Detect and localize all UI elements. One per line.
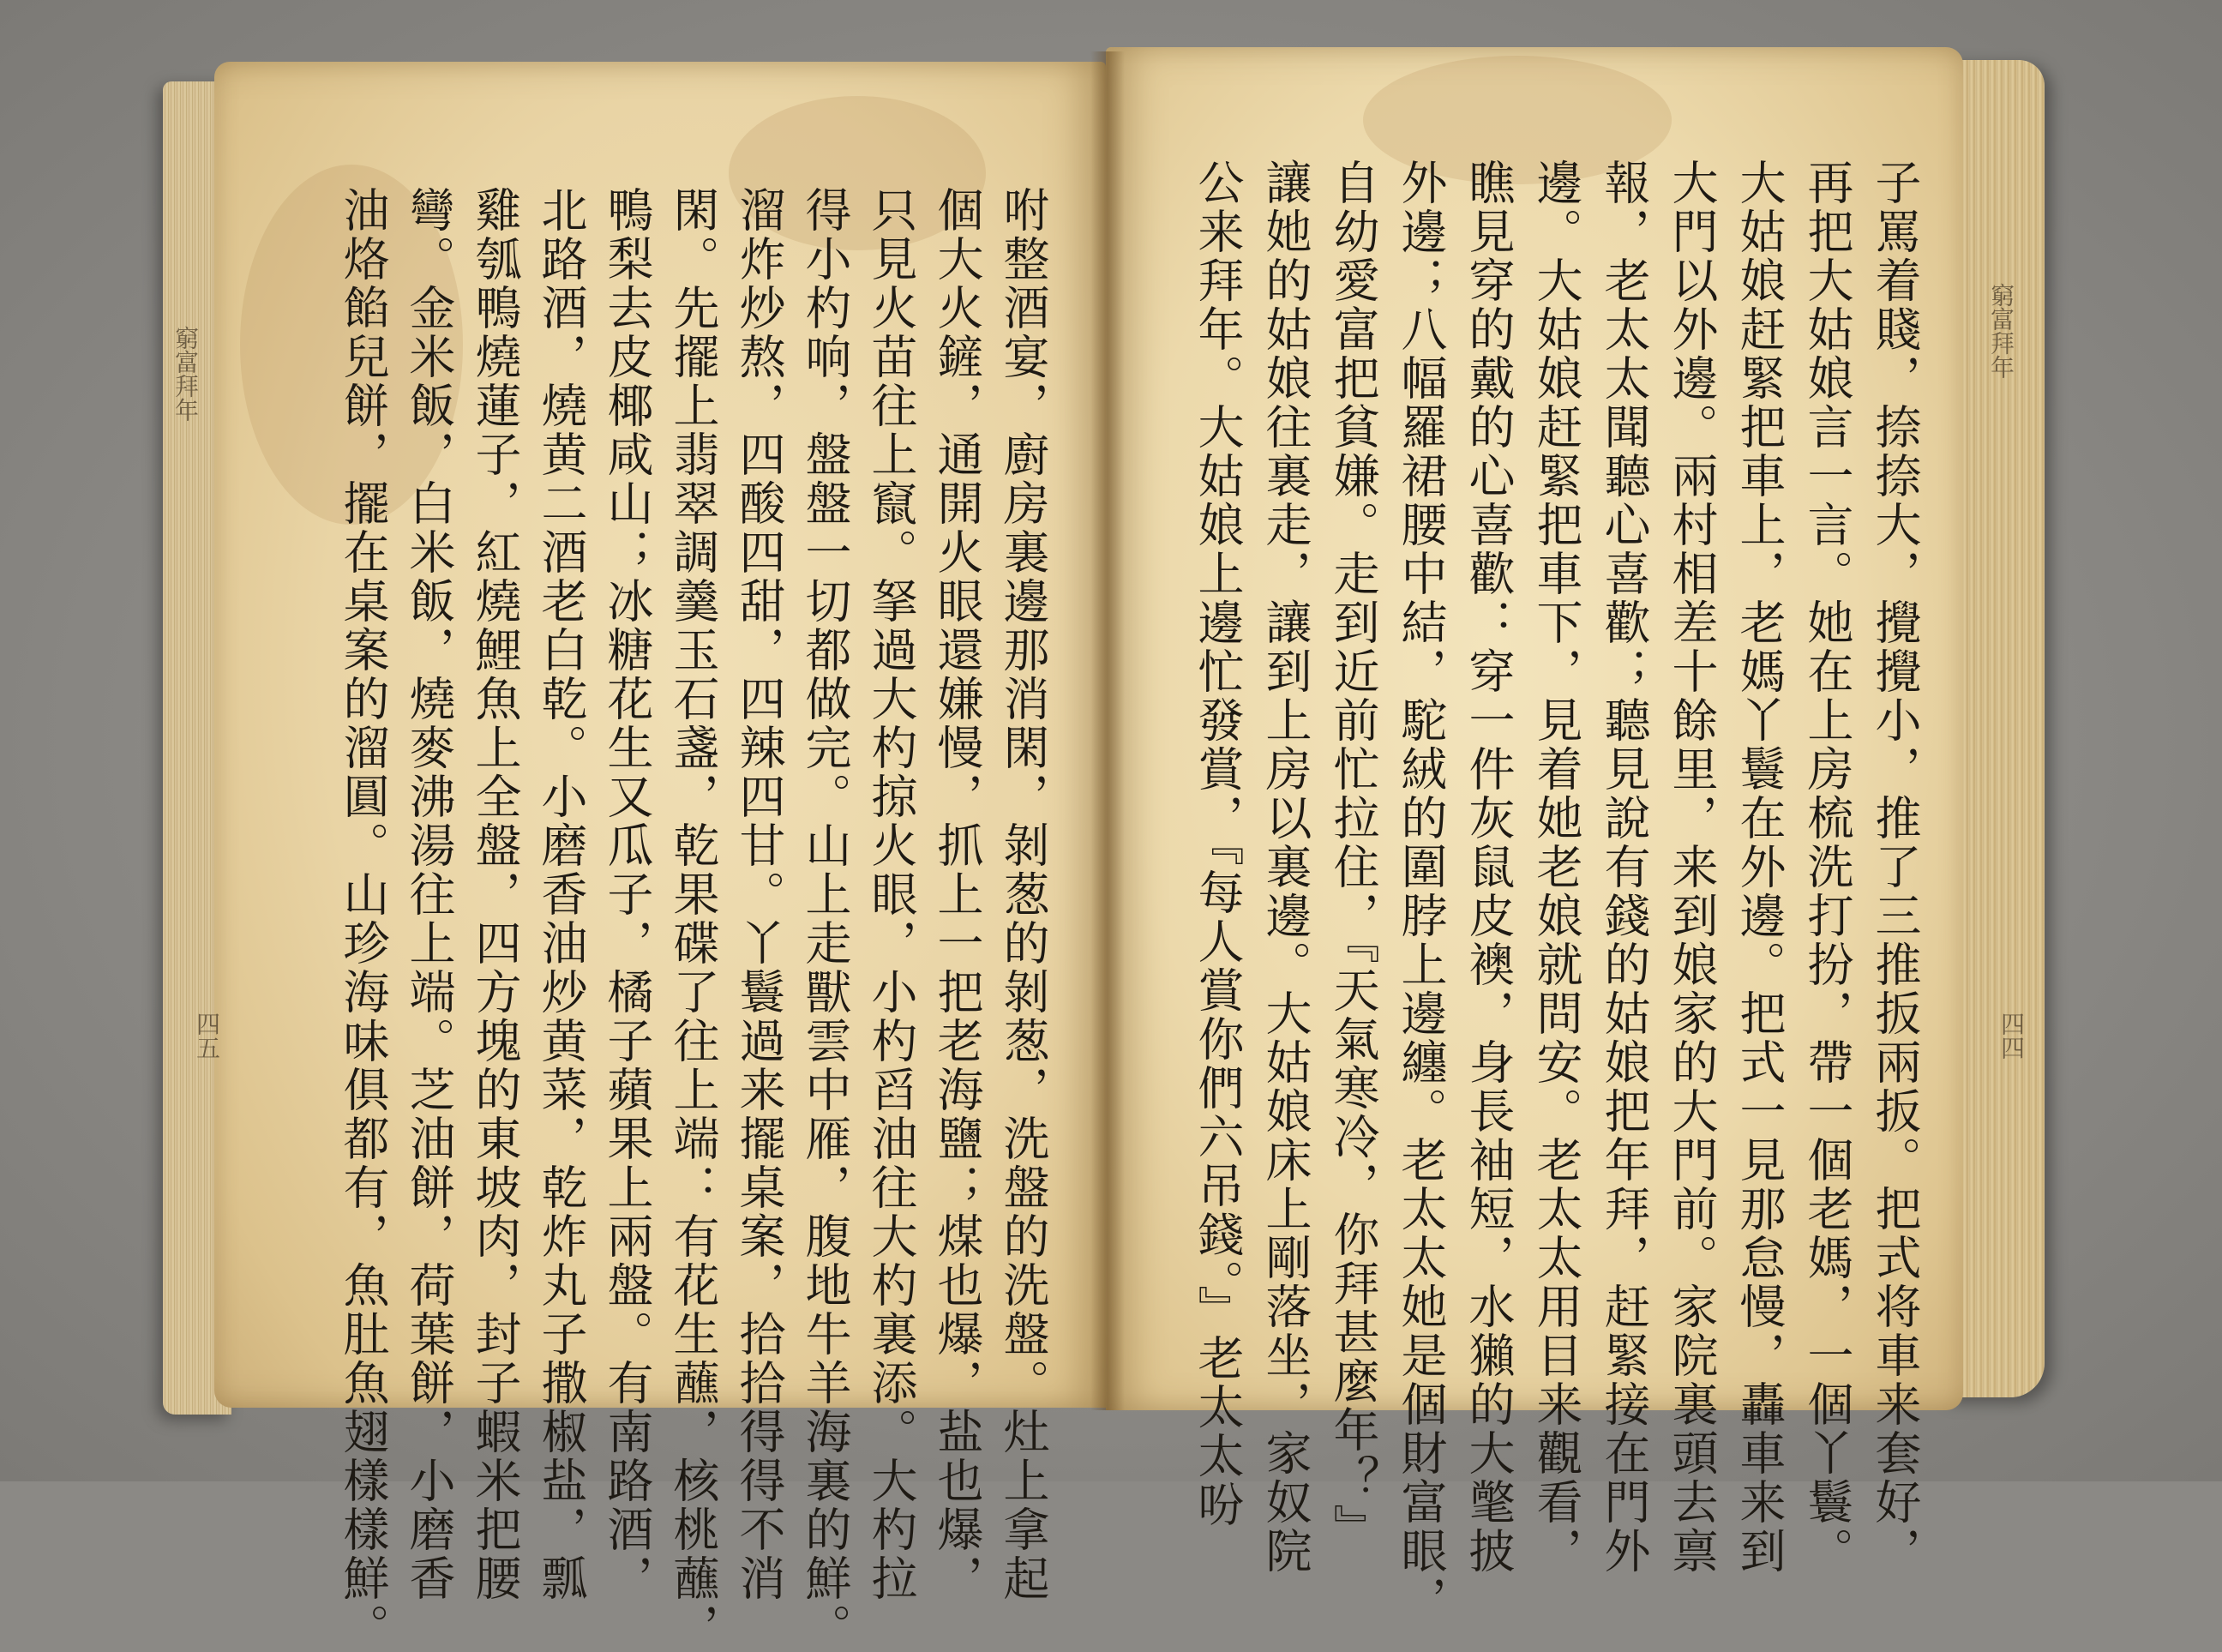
text-column: 公来拜年。大姑娘上邊忙發賞，『每人賞你們六吊錢。』老太太吩 — [1191, 159, 1245, 1529]
text-column: 北路酒，燒黄二酒老白乾。小磨香油炒黄菜，乾炸丸子撒椒盐，瓢 — [534, 186, 588, 1603]
text-column: 咐整酒宴，廚房裏邊那消閑，剝葱的剝葱，洗盤的洗盤。灶上拿起 — [996, 186, 1050, 1603]
edge-title-right: 窮富拜年 — [1987, 283, 2014, 379]
text-column: 得小杓响，盤盤一切都做完。山上走獸雲中雁，腹地牛羊海裏的鮮。 — [798, 186, 852, 1652]
text-column: 外邊；八幅羅裙腰中結，駝絨的圍脖上邊纏。老太太她是個財富眼， — [1394, 159, 1448, 1625]
text-column: 只見火苗往上竄。拏過大杓掠火眼，小杓舀油往大杓裏添。大杓拉 — [864, 186, 918, 1603]
text-column: 閑。先擺上翡翠調羹玉石盞，乾果碟了往上端：有花生蘸，核桃蘸， — [666, 186, 720, 1652]
text-column: 雞瓠鴨燒蓮子，紅燒鯉魚上全盤，四方塊的東坡肉，封子蝦米把腰 — [468, 186, 522, 1603]
edge-title-left: 窮富拜年 — [171, 326, 198, 422]
text-column: 瞧見穿的戴的心喜歡：穿一件灰鼠皮襖，身長袖短，水獺的大氅披 — [1462, 159, 1516, 1576]
text-column: 個大火鏟，通開火眼還嫌慢，抓上一把老海鹽；煤也爆，盐也爆， — [930, 186, 984, 1603]
text-column: 邊。大姑娘赶緊把車下，見着她老娘就問安。老太太用目来觀看， — [1529, 159, 1583, 1576]
page-number-left: 四五 — [193, 1012, 219, 1060]
text-column: 溜炸炒熬，四酸四甜，四辣四甘。丫鬟過来擺桌案，拾拾得得不消 — [732, 186, 786, 1603]
left-page — [214, 62, 1106, 1652]
text-column: 再把大姑娘言一言。她在上房梳洗打扮，帶一個老媽，一個丫鬟。 — [1800, 159, 1854, 1576]
text-column: 彎。金米飯，白米飯，燒麥沸湯往上端。芝油餅，荷葉餅，小磨香 — [402, 186, 456, 1603]
text-column: 油烙餡兒餅，擺在桌案的溜圓。山珍海味俱都有，魚肚魚翅樣樣鮮。 — [336, 186, 390, 1652]
text-column: 子罵着賤，捺捺大，攪攪小，推了三推扳兩扳。把式将車来套好， — [1868, 159, 1922, 1576]
text-column: 鴨梨去皮椰咸山；冰糖花生又瓜子，橘子蘋果上兩盤。有南路酒， — [600, 186, 654, 1603]
text-column: 大門以外邊。兩村相差十餘里，来到娘家的大門前。家院裏頭去禀 — [1665, 159, 1719, 1576]
text-column: 自幼愛富把貧嫌。走到近前忙拉住，『天氣寒冷，你拜甚麼年？』 — [1326, 159, 1380, 1553]
text-column: 讓她的姑娘往裏走，讓到上房以裏邊。大姑娘床上剛落坐，家奴院 — [1258, 159, 1312, 1576]
book-gutter — [1090, 51, 1125, 1410]
text-column: 大姑娘赶緊把車上，老媽丫鬟在外邊。把式一見那怠慢，轟車来到 — [1733, 159, 1787, 1576]
right-page — [1106, 47, 1963, 1625]
page-number-right: 四四 — [1997, 1012, 2024, 1060]
text-column: 報，老太太聞聽心喜歡；聽見說有錢的姑娘把年拜，赶緊接在門外 — [1597, 159, 1651, 1576]
